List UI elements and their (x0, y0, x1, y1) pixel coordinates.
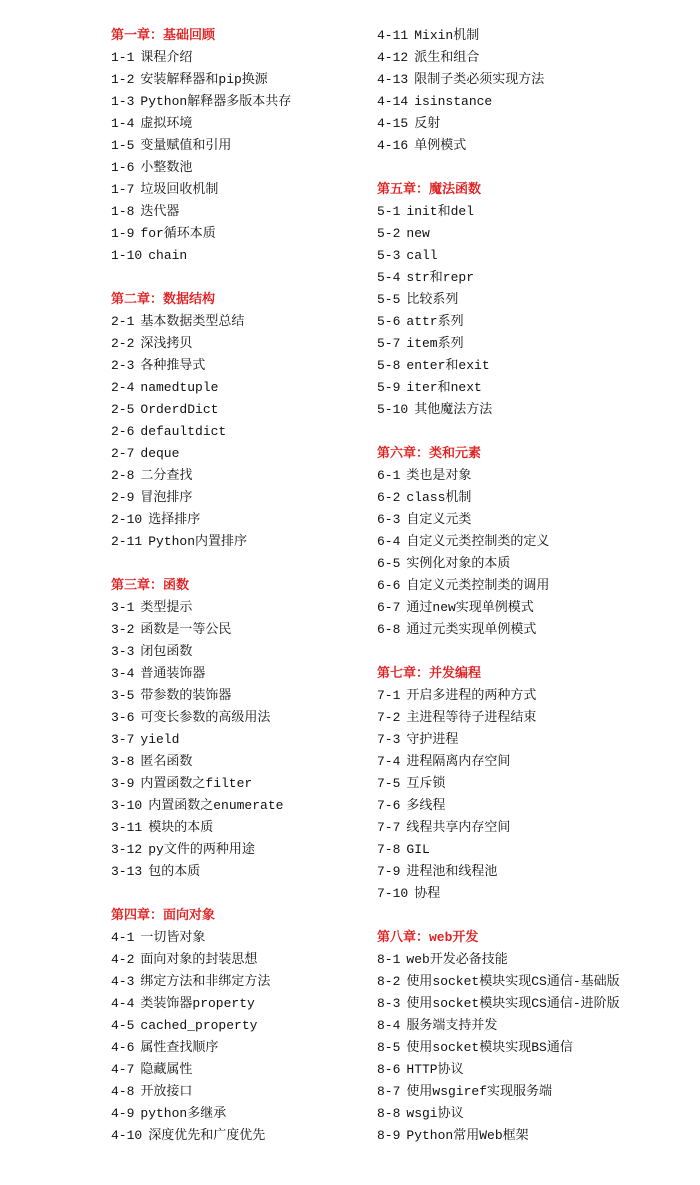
lesson-title: iter和next (406, 380, 482, 395)
lesson-number: 7-2 (377, 710, 401, 725)
lesson-number: 7-1 (377, 688, 401, 703)
lesson-number: 3-8 (111, 754, 135, 769)
lesson-item (377, 531, 697, 553)
lesson-number: 8-7 (377, 1084, 401, 1099)
chapter-title: 第五章：魔法函数 (377, 182, 482, 197)
lesson-item (377, 1125, 697, 1147)
lesson-number: 8-1 (377, 952, 401, 967)
lesson-number: 6-3 (377, 512, 401, 527)
lesson-title: 其他魔法方法 (414, 402, 493, 417)
lesson-title: for循环本质 (140, 226, 216, 241)
lesson-item (377, 223, 697, 245)
lesson-title: 反射 (414, 116, 441, 131)
lesson-title: 进程池和线程池 (406, 864, 498, 879)
lesson-number: 8-5 (377, 1040, 401, 1055)
lesson-item (377, 839, 697, 861)
lesson-title: 通过元类实现单例模式 (406, 622, 537, 637)
lesson-title: Python内置排序 (148, 534, 248, 549)
lesson-number: 8-4 (377, 1018, 401, 1033)
lesson-number: 5-1 (377, 204, 401, 219)
lesson-title: str和repr (406, 270, 475, 285)
lesson-title: 进程隔离内存空间 (406, 754, 511, 769)
lesson-item (377, 47, 697, 69)
lesson-item (377, 311, 697, 333)
chapter-title: 第三章：函数 (111, 578, 190, 593)
lesson-item (377, 949, 697, 971)
chapter-section (377, 25, 697, 157)
lesson-number: 5-3 (377, 248, 401, 263)
lesson-number: 5-8 (377, 358, 401, 373)
lesson-item (377, 113, 697, 135)
lesson-number: 3-3 (111, 644, 135, 659)
lesson-number: 4-11 (377, 28, 409, 43)
lesson-item (377, 993, 697, 1015)
lesson-item (377, 245, 697, 267)
lesson-title: 虚拟环境 (140, 116, 193, 131)
lesson-title: 派生和组合 (414, 50, 480, 65)
chapter-section (377, 663, 697, 905)
lesson-title: 迭代器 (140, 204, 180, 219)
lesson-number: 3-13 (111, 864, 143, 879)
lesson-title: 隐藏属性 (140, 1062, 193, 1077)
lesson-item (377, 201, 697, 223)
lesson-title: 限制子类必须实现方法 (414, 72, 545, 87)
lesson-number: 6-5 (377, 556, 401, 571)
lesson-title: 模块的本质 (148, 820, 214, 835)
lesson-item (377, 289, 697, 311)
lesson-item (377, 355, 697, 377)
lesson-item (377, 773, 697, 795)
lesson-title: init和del (406, 204, 475, 219)
lesson-title: 使用socket模块实现CS通信-进阶版 (406, 996, 620, 1011)
chapter-section (377, 927, 697, 1147)
lesson-title: 一切皆对象 (140, 930, 206, 945)
lesson-title: 协程 (414, 886, 441, 901)
lesson-title: 二分查找 (140, 468, 193, 483)
lesson-title: 使用socket模块实现CS通信-基础版 (406, 974, 620, 989)
lesson-title: 使用wsgiref实现服务端 (406, 1084, 553, 1099)
lesson-item (377, 377, 697, 399)
lesson-title: 互斥锁 (406, 776, 446, 791)
lesson-title: 属性查找顺序 (140, 1040, 219, 1055)
lesson-number: 3-9 (111, 776, 135, 791)
lesson-title: 普通装饰器 (140, 666, 206, 681)
lesson-title: 安装解释器和pip换源 (140, 72, 268, 87)
lesson-number: 3-1 (111, 600, 135, 615)
lesson-title: 闭包函数 (140, 644, 193, 659)
lesson-item (377, 487, 697, 509)
lesson-title: 深浅拷贝 (140, 336, 193, 351)
lesson-title: 内置函数之filter (140, 776, 253, 791)
lesson-title: HTTP协议 (406, 1062, 464, 1077)
lesson-title: 课程介绍 (140, 50, 193, 65)
lesson-number: 6-6 (377, 578, 401, 593)
lesson-number: 3-2 (111, 622, 135, 637)
lesson-title: 可变长参数的高级用法 (140, 710, 271, 725)
lesson-title: deque (140, 446, 180, 461)
lesson-item (377, 91, 697, 113)
lesson-item (377, 69, 697, 91)
lesson-number: 6-8 (377, 622, 401, 637)
lesson-item (377, 333, 697, 355)
lesson-number: 4-8 (111, 1084, 135, 1099)
lesson-number: 1-4 (111, 116, 135, 131)
lesson-number: 4-7 (111, 1062, 135, 1077)
lesson-title: 类也是对象 (406, 468, 472, 483)
lesson-item (377, 685, 697, 707)
lesson-number: 6-2 (377, 490, 401, 505)
lesson-number: 1-8 (111, 204, 135, 219)
lesson-item (377, 25, 697, 47)
lesson-number: 8-8 (377, 1106, 401, 1121)
lesson-title: 开放接口 (140, 1084, 193, 1099)
lesson-number: 4-6 (111, 1040, 135, 1055)
chapter-title: 第二章：数据结构 (111, 292, 216, 307)
lesson-number: 5-7 (377, 336, 401, 351)
lesson-title: chain (148, 248, 188, 263)
lesson-item (377, 729, 697, 751)
toc-column-right (377, 25, 697, 1169)
lesson-number: 2-8 (111, 468, 135, 483)
lesson-title: cached_property (140, 1018, 258, 1033)
lesson-number: 1-1 (111, 50, 135, 65)
lesson-number: 6-1 (377, 468, 401, 483)
chapter-title: 第一章：基础回顾 (111, 28, 216, 43)
lesson-number: 4-10 (111, 1128, 143, 1143)
lesson-title: 各种推导式 (140, 358, 206, 373)
lesson-title: 选择排序 (148, 512, 201, 527)
lesson-number: 8-3 (377, 996, 401, 1011)
lesson-title: 类型提示 (140, 600, 193, 615)
lesson-title: namedtuple (140, 380, 219, 395)
lesson-item (377, 465, 697, 487)
lesson-number: 3-6 (111, 710, 135, 725)
lesson-number: 1-2 (111, 72, 135, 87)
lesson-title: new (406, 226, 430, 241)
lesson-number: 7-10 (377, 886, 409, 901)
lesson-title: 比较系列 (406, 292, 459, 307)
lesson-title: 包的本质 (148, 864, 201, 879)
lesson-title: Python解释器多版本共存 (140, 94, 292, 109)
lesson-number: 6-4 (377, 534, 401, 549)
lesson-number: 3-10 (111, 798, 143, 813)
lesson-number: 2-5 (111, 402, 135, 417)
lesson-item (377, 597, 697, 619)
lesson-number: 5-4 (377, 270, 401, 285)
lesson-item (377, 861, 697, 883)
lesson-title: GIL (406, 842, 430, 857)
lesson-number: 4-5 (111, 1018, 135, 1033)
lesson-number: 5-9 (377, 380, 401, 395)
lesson-title: 基本数据类型总结 (140, 314, 245, 329)
lesson-title: 带参数的装饰器 (140, 688, 232, 703)
lesson-number: 4-16 (377, 138, 409, 153)
lesson-title: attr系列 (406, 314, 464, 329)
lesson-number: 7-3 (377, 732, 401, 747)
lesson-number: 2-7 (111, 446, 135, 461)
chapter-section (377, 443, 697, 641)
lesson-title: 内置函数之enumerate (148, 798, 284, 813)
lesson-number: 2-10 (111, 512, 143, 527)
lesson-number: 1-5 (111, 138, 135, 153)
lesson-number: 4-12 (377, 50, 409, 65)
lesson-title: web开发必备技能 (406, 952, 508, 967)
lesson-number: 4-13 (377, 72, 409, 87)
lesson-number: 2-9 (111, 490, 135, 505)
lesson-title: 单例模式 (414, 138, 467, 153)
lesson-title: item系列 (406, 336, 464, 351)
lesson-item (377, 399, 697, 421)
lesson-title: 深度优先和广度优先 (148, 1128, 266, 1143)
lesson-item (377, 751, 697, 773)
lesson-title: 自定义元类 (406, 512, 472, 527)
lesson-number: 4-3 (111, 974, 135, 989)
lesson-title: 多线程 (406, 798, 446, 813)
lesson-item (377, 795, 697, 817)
lesson-number: 8-9 (377, 1128, 401, 1143)
lesson-number: 2-2 (111, 336, 135, 351)
lesson-number: 2-3 (111, 358, 135, 373)
lesson-title: 绑定方法和非绑定方法 (140, 974, 271, 989)
lesson-item (377, 1081, 697, 1103)
lesson-title: OrderdDict (140, 402, 219, 417)
lesson-title: 自定义元类控制类的调用 (406, 578, 550, 593)
lesson-number: 8-2 (377, 974, 401, 989)
lesson-number: 2-4 (111, 380, 135, 395)
lesson-title: isinstance (414, 94, 493, 109)
lesson-number: 7-4 (377, 754, 401, 769)
lesson-number: 1-3 (111, 94, 135, 109)
lesson-item (377, 509, 697, 531)
lesson-title: yield (140, 732, 180, 747)
lesson-number: 4-4 (111, 996, 135, 1011)
lesson-title: 冒泡排序 (140, 490, 193, 505)
lesson-title: Python常用Web框架 (406, 1128, 529, 1143)
lesson-item (377, 1103, 697, 1125)
lesson-number: 3-5 (111, 688, 135, 703)
lesson-title: 使用socket模块实现BS通信 (406, 1040, 573, 1055)
lesson-item (377, 1037, 697, 1059)
lesson-title: wsgi协议 (406, 1106, 464, 1121)
lesson-title: py文件的两种用途 (148, 842, 255, 857)
lesson-number: 3-7 (111, 732, 135, 747)
lesson-title: 变量赋值和引用 (140, 138, 232, 153)
lesson-item (377, 1015, 697, 1037)
lesson-title: 函数是一等公民 (140, 622, 232, 637)
lesson-number: 4-1 (111, 930, 135, 945)
lesson-title: Mixin机制 (414, 28, 480, 43)
lesson-title: 服务端支持并发 (406, 1018, 498, 1033)
chapter-title: 第四章：面向对象 (111, 908, 216, 923)
lesson-item (377, 971, 697, 993)
chapter-title: 第六章：类和元素 (377, 446, 482, 461)
lesson-number: 5-5 (377, 292, 401, 307)
lesson-item (377, 619, 697, 641)
lesson-title: class机制 (406, 490, 472, 505)
lesson-title: 小整数池 (140, 160, 193, 175)
lesson-item (377, 575, 697, 597)
lesson-number: 1-9 (111, 226, 135, 241)
lesson-number: 7-8 (377, 842, 401, 857)
lesson-item (377, 817, 697, 839)
lesson-number: 3-11 (111, 820, 143, 835)
lesson-number: 3-4 (111, 666, 135, 681)
lesson-number: 6-7 (377, 600, 401, 615)
lesson-number: 4-9 (111, 1106, 135, 1121)
lesson-title: 类装饰器property (140, 996, 255, 1011)
lesson-title: 线程共享内存空间 (406, 820, 511, 835)
lesson-title: 匿名函数 (140, 754, 193, 769)
lesson-number: 7-6 (377, 798, 401, 813)
lesson-title: 面向对象的封装思想 (140, 952, 258, 967)
lesson-title: defaultdict (140, 424, 227, 439)
lesson-title: 垃圾回收机制 (140, 182, 219, 197)
lesson-item (377, 1059, 697, 1081)
chapter-title: 第八章：web开发 (377, 930, 479, 945)
lesson-title: 通过new实现单例模式 (406, 600, 534, 615)
lesson-number: 1-6 (111, 160, 135, 175)
lesson-number: 1-7 (111, 182, 135, 197)
lesson-title: 自定义元类控制类的定义 (406, 534, 550, 549)
lesson-number: 5-6 (377, 314, 401, 329)
lesson-title: 守护进程 (406, 732, 459, 747)
lesson-item (377, 267, 697, 289)
lesson-number: 4-2 (111, 952, 135, 967)
lesson-title: 主进程等待子进程结束 (406, 710, 537, 725)
lesson-number: 2-1 (111, 314, 135, 329)
lesson-number: 7-7 (377, 820, 401, 835)
lesson-number: 4-14 (377, 94, 409, 109)
chapter-title: 第七章：并发编程 (377, 666, 482, 681)
lesson-item (377, 135, 697, 157)
lesson-number: 7-5 (377, 776, 401, 791)
lesson-number: 2-11 (111, 534, 143, 549)
lesson-number: 3-12 (111, 842, 143, 857)
lesson-title: call (406, 248, 438, 263)
lesson-title: 开启多进程的两种方式 (406, 688, 537, 703)
lesson-number: 5-2 (377, 226, 401, 241)
lesson-title: enter和exit (406, 358, 490, 373)
lesson-item (377, 707, 697, 729)
chapter-section (377, 179, 697, 421)
lesson-number: 8-6 (377, 1062, 401, 1077)
lesson-number: 7-9 (377, 864, 401, 879)
lesson-title: 实例化对象的本质 (406, 556, 511, 571)
lesson-item (377, 553, 697, 575)
lesson-item (377, 883, 697, 905)
lesson-number: 4-15 (377, 116, 409, 131)
lesson-number: 2-6 (111, 424, 135, 439)
lesson-title: python多继承 (140, 1106, 227, 1121)
lesson-number: 5-10 (377, 402, 409, 417)
lesson-number: 1-10 (111, 248, 143, 263)
